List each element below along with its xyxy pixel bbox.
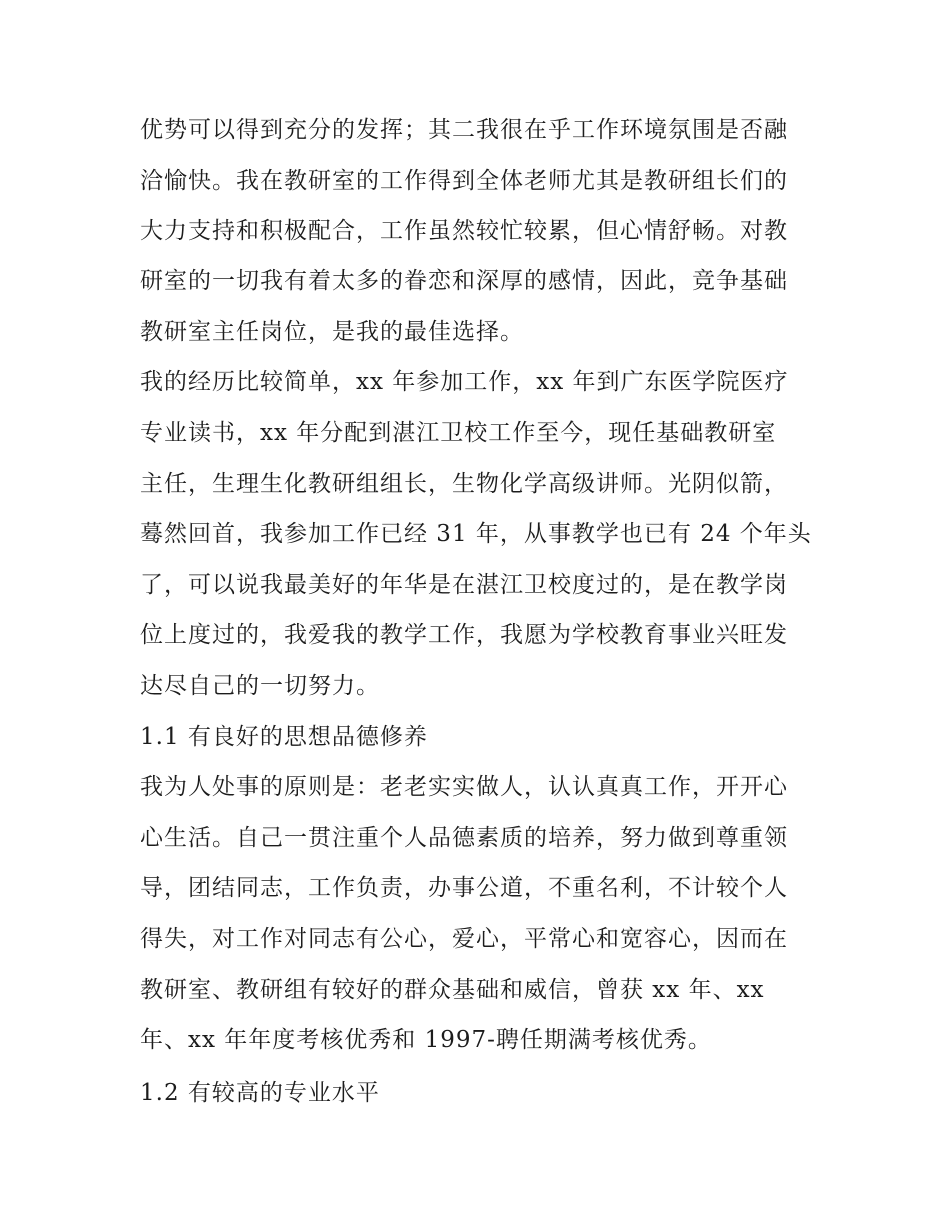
paragraph-line: 洽愉快。我在教研室的工作得到全体老师尤其是教研组长们的 bbox=[140, 168, 788, 194]
paragraph-line: 优势可以得到充分的发挥；其二我很在乎工作环境氛围是否融 bbox=[140, 117, 788, 143]
paragraph-line: 导，团结同志，工作负责，办事公道，不重名利，不计较个人 bbox=[140, 875, 788, 901]
paragraph-line: 达尽自己的一切努力。 bbox=[140, 673, 380, 699]
paragraph-line: 位上度过的，我爱我的教学工作，我愿为学校教育事业兴旺发 bbox=[140, 622, 788, 648]
paragraph-line: 蓦然回首，我参加工作已经 31 年，从事教学也已有 24 个年头 bbox=[140, 521, 812, 547]
paragraph-line: 心生活。自己一贯注重个人品德素质的培养，努力做到尊重领 bbox=[140, 825, 788, 851]
paragraph-line: 了，可以说我最美好的年华是在湛江卫校度过的，是在教学岗 bbox=[140, 572, 788, 598]
paragraph-line: 大力支持和积极配合，工作虽然较忙较累，但心情舒畅。对教 bbox=[140, 218, 788, 244]
paragraph-line: 得失，对工作对同志有公心，爱心，平常心和宽容心，因而在 bbox=[140, 926, 788, 952]
section-heading: 1.2 有较高的专业水平 bbox=[140, 1080, 380, 1106]
paragraph-line: 教研室主任岗位，是我的最佳选择。 bbox=[140, 319, 524, 345]
paragraph-line: 我的经历比较简单，xx 年参加工作，xx 年到广东医学院医疗 bbox=[140, 369, 789, 395]
paragraph-line: 我为人处事的原则是：老老实实做人，认认真真工作，开开心 bbox=[140, 774, 788, 800]
section-heading: 1.1 有良好的思想品德修养 bbox=[140, 724, 428, 750]
paragraph-line: 主任，生理生化教研组组长，生物化学高级讲师。光阴似箭， bbox=[140, 471, 788, 497]
paragraph-line: 教研室、教研组有较好的群众基础和威信，曾获 xx 年、xx bbox=[140, 977, 765, 1003]
paragraph-line: 研室的一切我有着太多的眷恋和深厚的感情，因此，竞争基础 bbox=[140, 268, 788, 294]
paragraph-line: 年、xx 年年度考核优秀和 1997-聘任期满考核优秀。 bbox=[140, 1027, 712, 1053]
paragraph-line: 专业读书，xx 年分配到湛江卫校工作至今，现任基础教研室 bbox=[140, 420, 777, 446]
